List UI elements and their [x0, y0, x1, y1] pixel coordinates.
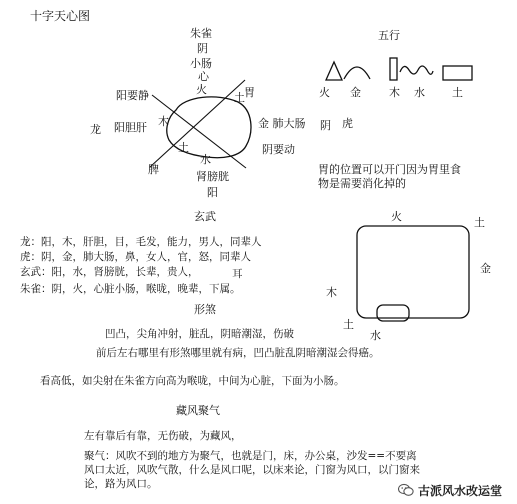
inner-wood-label: 木 — [158, 115, 169, 128]
earth-rectangle-shape — [443, 66, 472, 80]
room-metal-label: 金 — [480, 262, 491, 275]
stomach-label: 胃 — [244, 86, 255, 99]
shapes-line: 凹凸，尖角冲射，脏乱，阴暗潮湿，伤破 — [105, 328, 294, 340]
gallbladder-liver-label: 阳胆肝 — [114, 121, 147, 134]
room-fire-label: 火 — [391, 210, 402, 223]
cangfeng-paragraph-line: 风口太近，风吹气散，什么是风口呢，以床来论，门窗为风口，以门窗来 — [84, 464, 420, 476]
wuxing-metal-label: 金 — [350, 86, 361, 99]
bottom-yang-label: 阳 — [207, 186, 218, 199]
water-wave-shape — [400, 66, 433, 74]
fire-label: 火 — [196, 83, 207, 96]
green-dragon-label: 龙 — [90, 123, 101, 136]
inner-earth-bottom-label: 土 — [178, 141, 189, 154]
spleen-label: 脾 — [148, 163, 159, 176]
mapping-line: 朱雀：阴，火，心脏小肠，喉咙，晚辈，下属。 — [20, 283, 241, 295]
diagram-title: 十字天心图 — [30, 9, 91, 23]
wuxing-fire-label: 火 — [319, 86, 330, 99]
wuxing-title: 五行 — [378, 29, 400, 42]
cangfeng-paragraph-line: 论，路为风口。 — [84, 478, 158, 490]
room-water-label: 水 — [370, 329, 381, 342]
room-earth-top-label: 土 — [474, 216, 485, 229]
cangfeng-paragraph-line: 聚气：风吹不到的地方为聚气，也就是门，床，办公桌，沙发==不要离 — [84, 450, 417, 462]
mapping-line: 虎：阴，金，肺大肠，鼻，女人，官，怒，同辈人 — [20, 251, 251, 263]
wuxing-water-label: 水 — [414, 86, 425, 99]
right-yin-label: 阴 — [320, 119, 331, 132]
room-outline — [357, 226, 469, 318]
kidney-bladder-label: 肾膀胱 — [196, 170, 229, 183]
room-earth-bottom-label: 土 — [343, 318, 354, 331]
watermark-text: 古派风水改运堂 — [418, 483, 503, 498]
wood-rectangle-shape — [390, 58, 397, 80]
black-tortoise-label: 玄武 — [194, 210, 216, 223]
wuxing-earth-label: 土 — [452, 86, 463, 99]
heart-label: 心 — [198, 70, 209, 83]
fire-triangle-shape — [326, 62, 342, 80]
cross-diagonal-line — [152, 95, 246, 168]
inner-water-label: 水 — [200, 153, 211, 166]
ear-label: 耳 — [232, 268, 243, 280]
room-wood-label: 木 — [326, 286, 337, 299]
mapping-line: 玄武：阳，水，肾膀胱，长辈，贵人， — [20, 266, 199, 278]
stomach-note-line: 胃的位置可以开门因为胃里食 — [318, 163, 461, 176]
cangfeng-heading: 藏风聚气 — [176, 404, 220, 417]
vermilion-bird-label: 朱雀 — [190, 27, 212, 40]
height-explanation: 看高低，如尖射在朱雀方向高为喉咙，中间为心脏，下面为小肠。 — [40, 375, 345, 387]
stomach-note-line: 物是需要消化掉的 — [318, 177, 406, 190]
yang-quiet-label: 阳要静 — [116, 89, 149, 102]
cangfeng-line: 左有靠后有靠，无伤破，为藏风， — [84, 430, 242, 442]
watermark — [398, 482, 502, 498]
yin-label: 阴 — [197, 42, 208, 55]
shapes-detail: 前后左右哪里有形煞哪里就有病，凹凸脏乱阴暗潮湿会得癌。 — [96, 347, 380, 359]
metal-lung-label: 金 肺大肠 — [258, 117, 306, 130]
metal-arch-shape — [344, 67, 370, 79]
mapping-line: 龙：阳，木，肝胆，目，毛发，能力，男人，同辈人 — [20, 236, 262, 248]
wuxing-wood-label: 木 — [389, 86, 400, 99]
yin-motion-label: 阴要动 — [262, 143, 295, 156]
white-tiger-label: 虎 — [342, 117, 353, 130]
small-intestine-label: 小肠 — [190, 57, 212, 70]
inner-earth-top-label: 土 — [234, 91, 245, 104]
shapes-heading: 形煞 — [194, 303, 216, 316]
wechat-logo-icon — [398, 483, 414, 497]
